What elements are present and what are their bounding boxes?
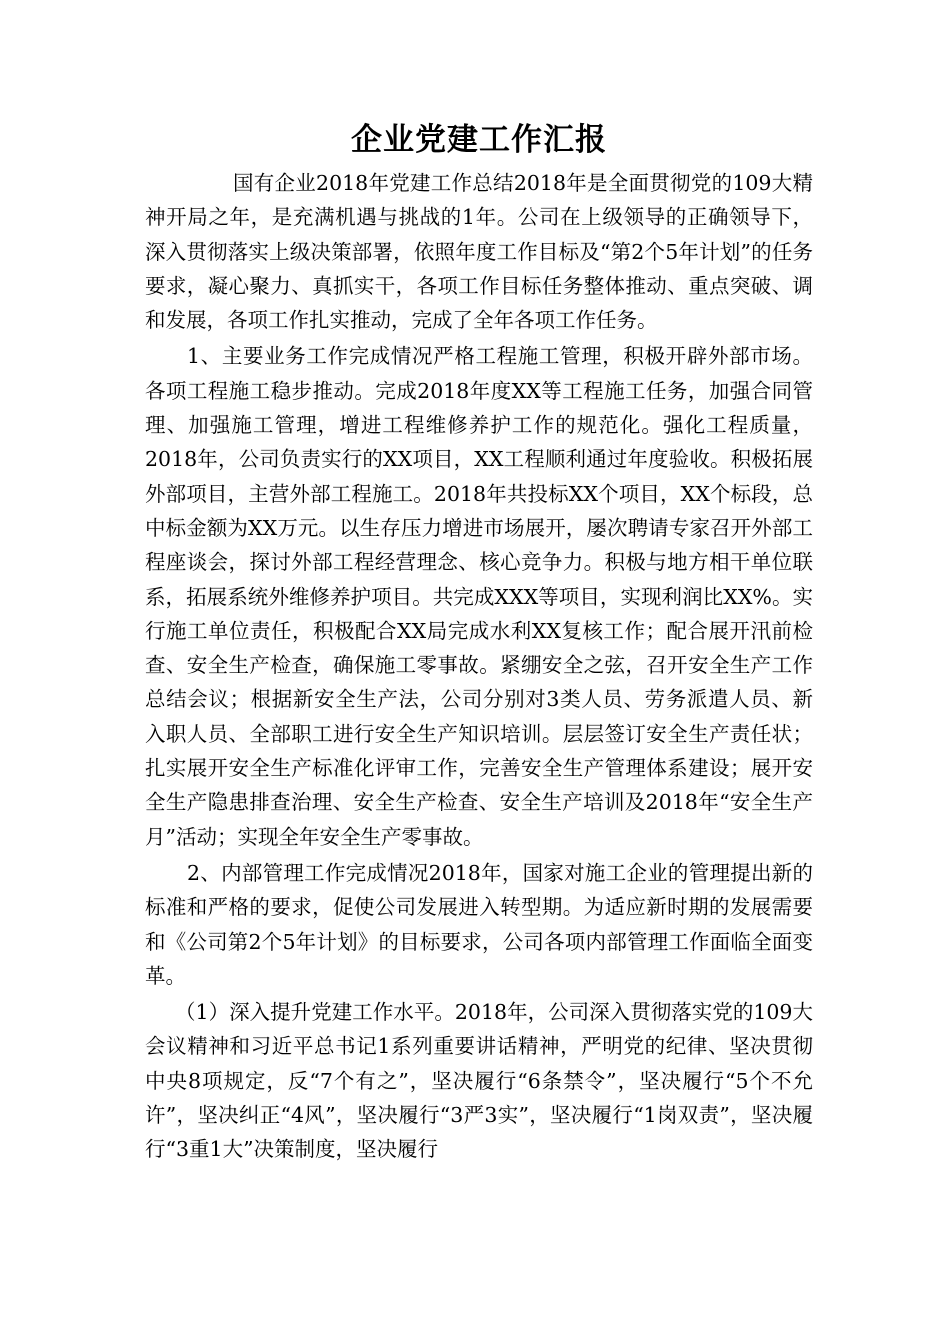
document-page bbox=[145, 118, 813, 1167]
paragraph-intro: 国有企业2018年党建工作总结2018年是全面贯彻党的109大精神开局之年，是充满机遇与挑战的1年。公司在上级领导的正确领导下，深入贯彻落实上级决策部署，依照年度工作目标及“第2个5年计划”的任务要求，凝心聚力、真抓实干，各项工作目标任务整体推动、重点突破、调和发展，各项工作扎实推动，完成了全年各项工作任务。 bbox=[145, 171, 813, 333]
paragraph-party-building: （1）深入提升党建工作水平。2018年，公司深入贯彻落实党的109大会议精神和习近平总书记1系列重要讲话精神，严明党的纪律、坚决贯彻中央8项规定，反“7个有之”，坚决履行“6条禁令”，坚决履行“5个不允许”，坚决纠正“4风”，坚决履行“3严3实”，坚决履行“1岗双责”，坚决履行“3重1大”决策制度，坚决履行 bbox=[145, 1000, 813, 1162]
document-title: 企业党建工作汇报 bbox=[351, 122, 607, 158]
paragraph-business: 1、主要业务工作完成情况严格工程施工管理，积极开辟外部市场。各项工程施工稳步推动。完成2018年度XX等工程施工任务，加强合同管理、加强施工管理，增进工程维修养护工作的规范化。强化工程质量，2018年，公司负责实行的XX项目，XX工程顺利通过年度验收。积极拓展外部项目，主营外部工程施工。2018年共投标XX个项目，XX个标段，总中标金额为XX万元。以生存压力增进市场展开，屡次聘请专家召开外部工程座谈会，探讨外部工程经营理念、核心竞争力。积极与地方相干单位联系，拓展系统外维修养护项目。共完成XXX等项目，实现利润比XX%。实行施工单位责任，积极配合XX局完成水利XX复核工作；配合展开汛前检查、安全生产检查，确保施工零事故。紧绷安全之弦，召开安全生产工作总结会议；根据新安全生产法，公司分别对3类人员、劳务派遣人员、新入职人员、全部职工进行安全生产知识培训。层层签订安全生产责任状；扎实展开安全生产标准化评审工作，完善安全生产管理体系建设；展开安全生产隐患排查治理、安全生产检查、安全生产培训及2018年“安全生产月”活动；实现全年安全生产零事故。 bbox=[145, 344, 813, 849]
paragraph-management: 2、内部管理工作完成情况2018年，国家对施工企业的管理提出新的标准和严格的要求，促使公司发展进入转型期。为适应新时期的发展需要和《公司第2个5年计划》的目标要求，公司各项内部管理工作面临全面变革。 bbox=[145, 860, 813, 988]
